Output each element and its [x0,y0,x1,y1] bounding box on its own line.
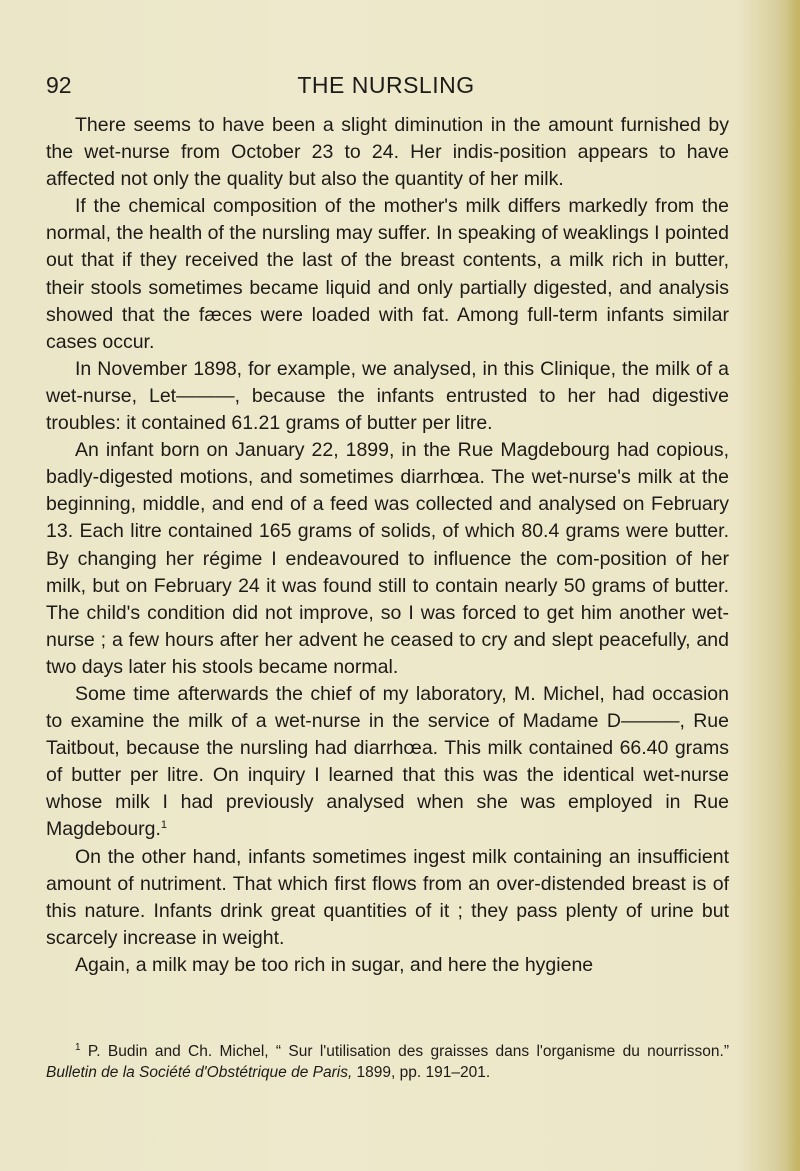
footnote-reference: 1 [160,819,168,832]
paragraph-6: On the other hand, infants sometimes ingest milk containing an insufficient amount of nutriment. That which first flows from an over-distended breast is of this nature. Infants drink great quantities of it ; they pass plenty of urine but scarcely increase in weight. [46,845,729,949]
running-head: THE NURSLING [297,72,475,98]
footnote-details: 1899, pp. 191–201. [352,1064,491,1081]
page-edge-shadow [786,0,800,1171]
footnote-marker: 1 [75,1042,81,1053]
paragraph-4: An infant born on January 22, 1899, in the Rue Magdebourg had copious, badly-digested motions, and sometimes diarrhœa. The wet-nurse's milk at the beginning, middle, and end of a feed was collected and analysed on February 13. Each litre contained 165 grams of solids, of which 80.4 grams were butter. By changing her régime I endeavoured to influence the com-position of her milk, but on February 24 it was found still to contain nearly 50 grams of butter. The child's condition did not improve, so I was forced to get him another wet-nurse ; a few hours after her advent he ceased to cry and slept peacefully, and two days later his stools became normal. [46,439,729,678]
footnote-text: P. Budin and Ch. Michel, “ Sur l'utilisation des graisses dans l'organisme du nourrisson.” [87,1043,729,1060]
footnote-journal: Bulletin de la Société d'Obstétrique de Paris, [46,1064,353,1081]
page-header [46,72,726,106]
paragraph-3: In November 1898, for example, we analysed, in this Clinique, the milk of a wet-nurse, Let———, because the infants entrusted to her had digestive troubles: it contained 61.21 grams of butter per litre. [46,357,729,435]
paragraph-7: Again, a milk may be too rich in sugar, and here the hygiene [75,953,594,976]
footnote [46,1041,729,1083]
paragraph-5 [46,681,729,844]
paragraph-5-text: Some time afterwards the chief of my laboratory, M. Michel, had occasion to examine the milk of a wet-nurse in the service of Madame D———, Rue Taitbout, because the nursling had diarrhœa. This milk contained 66.40 grams of butter per litre. On inquiry I learned that this was the identical wet-nurse whose milk I had previously analysed when she was employed in Rue Magdebourg. [46,682,729,841]
page-number: 92 [46,72,72,98]
paragraph-2: If the chemical composition of the mother's milk differs markedly from the normal, the health of the nursling may suffer. In speaking of weaklings I pointed out that if they received the last of the breast contents, a milk rich in butter, their stools sometimes became liquid and only partially digested, and analysis showed that the fæces were loaded with fat. Among full-term infants similar cases occur. [46,195,729,353]
body-text [46,112,729,979]
paragraph-1: There seems to have been a slight diminution in the amount furnished by the wet-nurse from October 23 to 24. Her indis-position appears to have affected not only the quality but also the quantity of her milk. [46,114,729,191]
